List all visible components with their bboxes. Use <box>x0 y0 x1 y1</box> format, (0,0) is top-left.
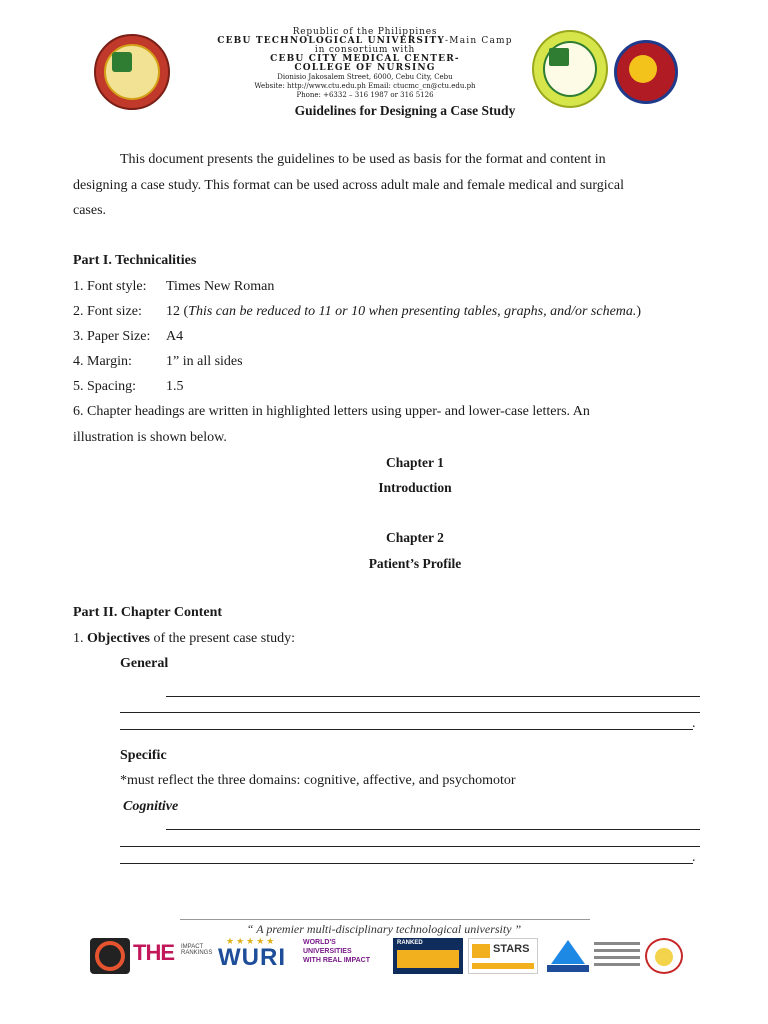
chapter-2-name: Patient’s Profile <box>368 556 462 571</box>
qs-stars-logo: STARS <box>468 938 538 974</box>
intro-line-3: cases. <box>73 203 107 218</box>
sdg-wheel-logo <box>90 938 130 974</box>
header-phone: Phone: +6332 – 316 1987 or 316 5126 <box>296 91 434 99</box>
header-consortium: in consortium with <box>314 45 416 55</box>
the-impact-rankings-logo: THE IMPACT RANKINGS <box>133 940 213 965</box>
header-medical-center: CEBU CITY MEDICAL CENTER- <box>270 54 460 64</box>
cmc-seal-logo <box>532 30 608 108</box>
tech-item-6-line-2: illustration is shown below. <box>73 430 227 445</box>
tech-item-margin: 4. Margin: <box>73 354 132 369</box>
header-republic: Republic of the Philippines <box>292 27 438 37</box>
tech-value-spacing: 1.5 <box>166 379 184 394</box>
header-college: COLLEGE OF NURSING <box>294 63 436 73</box>
objectives-line: 1. Objectives of the present case study: <box>73 631 295 646</box>
tech-item-font-size: 2. Font size: <box>73 304 142 319</box>
tech-item-spacing: 5. Spacing: <box>73 379 136 394</box>
wuri-text-logo: WORLD'S UNIVERSITIES WITH REAL IMPACT <box>303 939 371 964</box>
accreditation-seal-logo <box>645 938 683 974</box>
specific-heading: Specific <box>120 748 167 763</box>
general-heading: General <box>120 656 169 671</box>
cognitive-answer-line-1 <box>166 829 700 830</box>
footer-divider <box>180 919 590 920</box>
tech-value-font-style: Times New Roman <box>166 279 275 294</box>
general-period: . <box>692 716 696 731</box>
intro-line-2: designing a case study. This format can be used across adult male and female medical and surgical <box>73 178 625 193</box>
part1-heading: Part I. Technicalities <box>73 253 197 268</box>
general-answer-line-1 <box>166 696 700 697</box>
chapter-2-number: Chapter 2 <box>386 530 444 545</box>
cognitive-period: . <box>692 850 696 865</box>
header-address: Dionisio Jakosalem Street, 6000, Cebu City, Cebu <box>277 73 453 81</box>
iso-certificate-text-logo <box>594 938 640 974</box>
tech-value-margin: 1” in all sides <box>166 354 243 369</box>
tech-item-font-style: 1. Font style: <box>73 279 147 294</box>
chapter-1-name: Introduction <box>378 480 452 495</box>
cognitive-answer-line-2 <box>120 846 700 847</box>
intro-line-1: This document presents the guidelines to be used as basis for the format and content in <box>120 152 606 167</box>
general-answer-line-3 <box>120 729 693 730</box>
document-title: Guidelines for Designing a Case Study <box>294 103 516 118</box>
chapter-1-number: Chapter 1 <box>386 455 444 470</box>
cognitive-answer-line-3 <box>120 863 693 864</box>
wuri-logo: ★★★★★ WURI <box>218 936 286 971</box>
cognitive-heading: Cognitive <box>123 799 179 814</box>
specific-note: *must reflect the three domains: cognitive, affective, and psychomotor <box>120 773 516 788</box>
asean-logo <box>614 40 678 104</box>
ctu-seal-logo <box>94 34 170 110</box>
tech-value-paper-size: A4 <box>166 329 184 344</box>
tech-value-font-size: 12 (This can be reduced to 11 or 10 when presenting tables, graphs, and/or schema.) <box>166 304 642 319</box>
tech-item-6-line-1: 6. Chapter headings are written in highlighted letters using upper- and lower-case letters. An <box>73 404 590 419</box>
footer-tagline: “ A premier multi-disciplinary technological university ” <box>246 922 522 936</box>
qs-ranked-logo: RANKED <box>393 938 463 974</box>
tech-item-paper-size: 3. Paper Size: <box>73 329 151 344</box>
general-answer-line-2 <box>120 712 700 713</box>
tuv-certification-logo <box>545 938 591 974</box>
letterhead-text <box>205 28 525 100</box>
letterhead <box>0 20 768 99</box>
header-website-email: Website: http://www.ctu.edu.ph Email: ctucmc_cn@ctu.edu.ph <box>254 82 476 90</box>
part2-heading: Part II. Chapter Content <box>73 605 223 620</box>
header-university: CEBU TECHNOLOGICAL UNIVERSITY-Main Camp <box>217 36 513 46</box>
